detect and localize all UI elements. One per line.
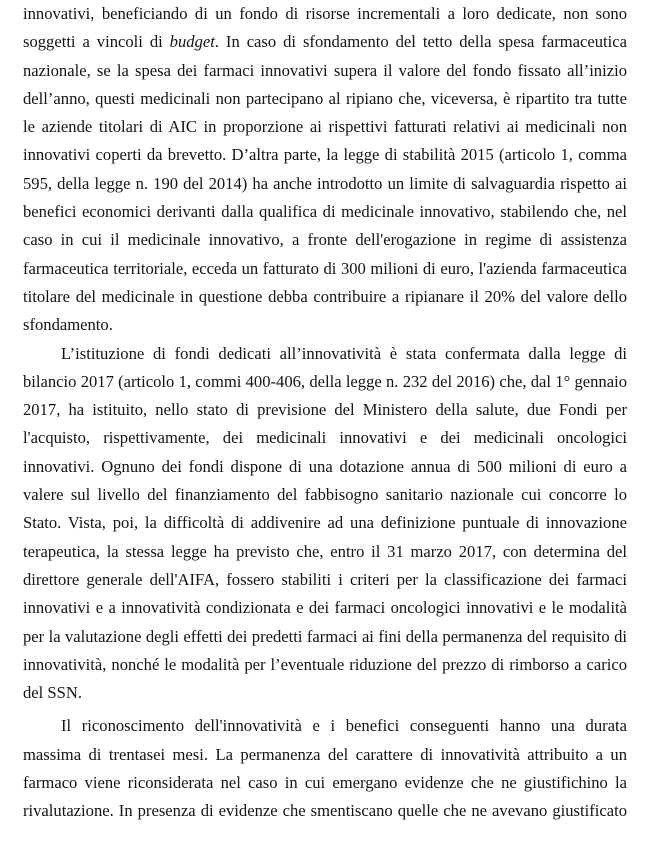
paragraph-3-line: massima di trentasei mesi. La permanenza del carattere di innovatività attribuito a un: [23, 744, 627, 764]
paragraph-1-line: innovativi coperti da brevetto. D’altra parte, la legge di stabilità 2015 (articolo 1, comma: [23, 145, 627, 165]
paragraph-1-line: le aziende titolari di AIC in proporzione ai rispettivi fatturati relativi ai medicinali non: [23, 117, 627, 137]
paragraph-1-line: caso in cui il medicinale innovativo, a fronte dell'erogazione in regime di assistenza: [23, 230, 627, 250]
paragraph-3-line: rivalutazione. In presenza di evidenze che smentiscano quelle che ne avevano giustificato: [23, 801, 627, 821]
paragraph-3: [23, 712, 627, 825]
paragraph-1-line: farmaceutica territoriale, ecceda un fatturato di 300 milioni di euro, l'azienda farmaceutica: [23, 258, 627, 278]
paragraph-1-line: [23, 28, 627, 56]
paragraph-2-line: per la valutazione degli effetti dei predetti farmaci ai fini della permanenza del requisito di: [23, 626, 627, 646]
paragraph-1-line: dell’anno, questi medicinali non partecipano al ripiano che, viceversa, è ripartito tra tutte: [23, 88, 627, 108]
paragraph-2-line: 2017, ha istituito, nello stato di previsione del Ministero della salute, due Fondi per: [23, 400, 627, 420]
paragraph-1: [23, 0, 627, 340]
paragraph-1-line: innovativi, beneficiando di un fondo di risorse incrementali a loro dedicate, non sono: [23, 4, 627, 23]
paragraph-2-line: terapeutica, la stessa legge ha previsto che, entro il 31 marzo 2017, con determina del: [23, 541, 627, 561]
paragraph-2-line: bilancio 2017 (articolo 1, commi 400-406, della legge n. 232 del 2016) che, dal 1° gennaio: [23, 371, 627, 391]
paragraph-2-line: Stato. Vista, poi, la difficoltà di addivenire ad una definizione puntuale di innovazione: [23, 513, 627, 533]
text-run: soggetti a vincoli di: [23, 32, 170, 52]
paragraph-1-line: benefici economici derivanti dalla qualifica di medicinale innovativo, stabilendo che, nel: [23, 202, 627, 222]
paragraph-2: [23, 340, 627, 708]
paragraph-1-line: sfondamento.: [23, 315, 113, 335]
paragraph-2-line: l'acquisto, rispettivamente, dei medicinali innovativi e dei medicinali oncologici: [23, 428, 627, 448]
paragraph-2-line: L’istituzione di fondi dedicati all’innovatività è stata confermata dalla legge di: [61, 343, 627, 363]
paragraph-2-line: innovativi e a innovatività condizionata e dei farmaci oncologici innovativi e le modalità: [23, 598, 627, 618]
text-run: . In caso di sfondamento del tetto della spesa farmaceutica: [214, 32, 627, 52]
paragraph-1-line: titolare del medicinale in questione debba contribuire a ripianare il 20% del valore dello: [23, 286, 627, 306]
paragraph-2-line: innovativi. Ognuno dei fondi dispone di una dotazione annua di 500 milioni di euro a: [23, 456, 627, 476]
paragraph-1-line: 595, della legge n. 190 del 2014) ha anche introdotto un limite di salvaguardia rispetto ai: [23, 173, 627, 193]
document-page: [23, 0, 627, 826]
paragraph-3-line: Il riconoscimento dell'innovatività e i benefici conseguenti hanno una durata: [61, 716, 627, 736]
paragraph-3-line: farmaco viene riconsiderata nel caso in cui emergano evidenze che ne giustifichino la: [23, 773, 627, 793]
paragraph-1-line: nazionale, se la spesa dei farmaci innovativi supera il valore del fondo fissato all’inizio: [23, 60, 627, 80]
paragraph-2-line: innovatività, nonché le modalità per l’eventuale riduzione del prezzo di rimborso a carico: [23, 654, 627, 674]
paragraph-2-line: del SSN.: [23, 683, 83, 703]
paragraph-2-line: valere sul livello del finanziamento del fabbisogno sanitario nazionale cui concorre lo: [23, 485, 627, 505]
paragraph-2-line: direttore generale dell'AIFA, fossero stabiliti i criteri per la classificazione dei farmaci: [23, 569, 627, 589]
italic-term-budget: budget: [169, 32, 215, 52]
